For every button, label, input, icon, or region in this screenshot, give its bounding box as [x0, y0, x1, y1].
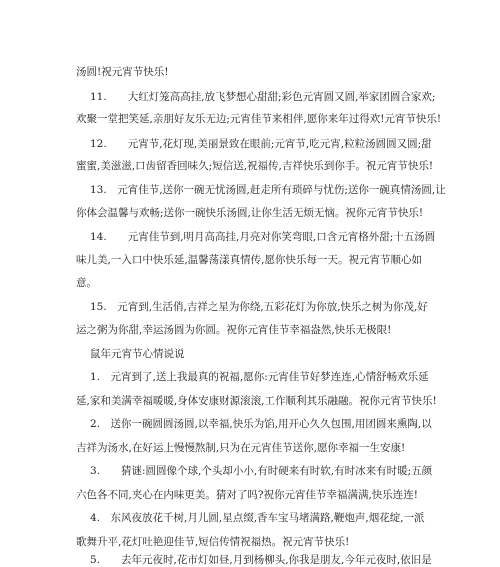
text-line: 意。 — [76, 277, 97, 289]
text-line: 13. 元宵佳节,送你一碗无忧汤圆,赶走所有琐碎与忧伤;送你一碗真情汤圆,让 — [90, 184, 446, 196]
text-line: 3. 猜谜:圆圆像个球,个头却小小,有时硬来有时软,有时冰来有时暖;五颜 — [90, 465, 433, 477]
text-line: 1. 元宵到了,送上我最真的祝福,愿你:元宵佳节好梦连连,心情舒畅欢乐延 — [90, 371, 429, 383]
text-line: 汤圆!祝元宵节快乐! — [76, 66, 169, 78]
text-line: 六色各不同,夹心在内味更美。猜对了吗?祝你元宵佳节幸福满满,快乐连连! — [76, 489, 419, 501]
text-line: 2. 送你一碗圆圆汤圆,以幸福,快乐为馅,用开心久久包围,用团圆来熏陶,以 — [90, 418, 432, 430]
text-line: 吉祥为汤水,在好运上慢慢熬制,只为在元宵佳节送你,愿你幸福一生安康! — [76, 442, 406, 454]
text-line: 欢聚一堂把笑延,亲朋好友乐无边;元宵佳节来相伴,愿你来年过得欢!元宵节快乐! — [76, 113, 442, 125]
text-line: 4. 东风夜放花千树,月儿圆,星点缀,香车宝马堵满路,鞭炮声,烟花绽,一派 — [90, 512, 425, 524]
text-line: 味儿美,一入口中快乐延,温馨荡漾真情传,愿你快乐每一天。祝元宵节顺心如 — [76, 254, 423, 266]
text-line: 你体会温馨与欢畅;送你一碗快乐汤圆,让你生活无烦无恼。祝你元宵节快乐! — [76, 207, 424, 219]
section-heading: 鼠年元宵节心情说说 — [90, 348, 185, 360]
text-line: 歌舞升平,花灯吐艳迎佳节,短信传情祝福热。祝元宵节快乐! — [76, 536, 350, 548]
text-line: 11. 大红灯笼高高挂,放飞梦想心甜甜;彩色元宵圆又圆,举家团圆合家欢; — [90, 91, 436, 103]
text-line: 14. 元宵佳节到,明月高高挂,月亮对你笑弯眼,口含元宵格外甜;十五汤圆 — [90, 231, 436, 243]
text-line: 5. 去年元夜时,花市灯如昼,月到杨柳头,你我是朋友,今年元夜时,依旧是 — [90, 554, 432, 566]
text-line: 蜜蜜,美滋滋,口齿留香回味久;短信送,祝福传,吉祥快乐到你手。祝元宵节快乐! — [76, 160, 434, 172]
text-line: 12. 元宵节,花灯现,美丽景致在眼前;元宵节,吃元宵,粒粒汤圆圆又圆;甜 — [90, 138, 432, 150]
text-line: 延,家和美满幸福暖暖,身体安康财源滚滚,工作顺利其乐融融。祝你元宵节快乐! — [76, 395, 437, 407]
text-line: 运之粥为你甜,幸运汤圆为你圆。祝你元宵佳节幸福盎然,快乐无极限! — [76, 324, 392, 336]
text-line: 15. 元宵到,生活俏,吉祥之星为你绕,五彩花灯为你放,快乐之树为你茂,好 — [90, 301, 428, 313]
